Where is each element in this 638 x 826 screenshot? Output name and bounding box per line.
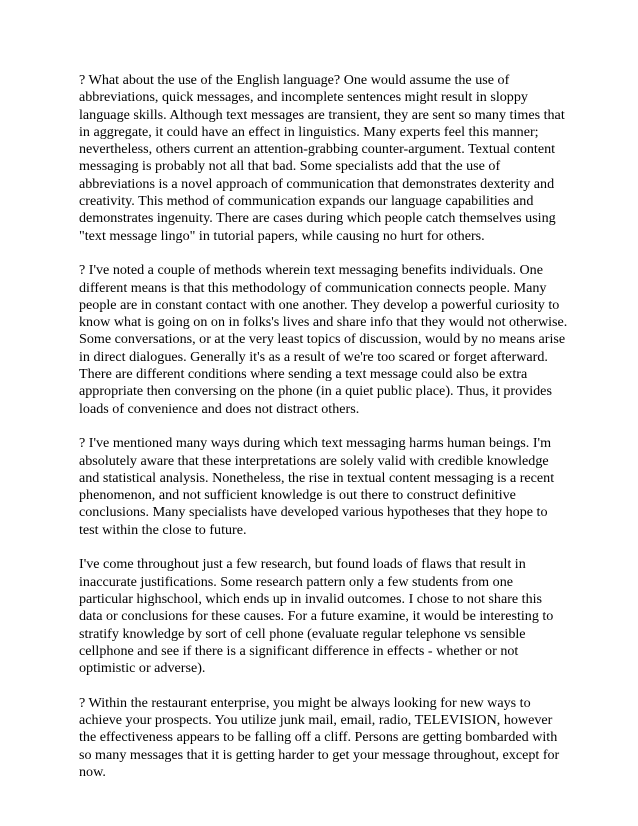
- text-line: messaging is probably not all that bad. Some specialists add that the use of: [79, 158, 501, 175]
- paragraph: [79, 435, 561, 539]
- text-line: There are different conditions where sending a text message could also be extra: [79, 366, 528, 383]
- text-line: in aggregate, it could have an effect in linguistics. Many experts feel this manner;: [79, 123, 539, 140]
- text-line: so many messages that it is getting harder to get your message throughout, except for: [79, 746, 560, 763]
- paragraph: [79, 695, 561, 781]
- text-line: ? I've noted a couple of methods wherein text messaging benefits individuals. One: [79, 262, 543, 279]
- text-line: abbreviations, quick messages, and incomplete sentences might result in sloppy: [79, 89, 528, 106]
- text-line: Some conversations, or at the very least topics of discussion, would by no means arise: [79, 331, 566, 348]
- text-line: loads of convenience and does not distract others.: [79, 400, 360, 417]
- text-line: "text message lingo" in tutorial papers, while causing no hurt for others.: [79, 227, 485, 244]
- text-line: in direct dialogues. Generally it's as a result of we're too scared or forget afterward.: [79, 348, 548, 365]
- text-line: optimistic or adverse).: [79, 660, 206, 677]
- text-line: conclusions. Many specialists have developed various hypotheses that they hope to: [79, 504, 548, 521]
- paragraph: [79, 72, 565, 245]
- text-line: ? Within the restaurant enterprise, you might be always looking for new ways to: [79, 694, 531, 711]
- text-line: different means is that this methodology of communication connects people. Many: [79, 279, 547, 296]
- text-line: language skills. Although text messages are transient, they are sent so many times that: [79, 106, 565, 123]
- text-line: stratify knowledge by sort of cell phone (evaluate regular telephone vs sensible: [79, 625, 526, 642]
- text-line: now.: [79, 763, 106, 780]
- text-line: inaccurate justifications. Some research pattern only a few students from one: [79, 573, 514, 590]
- text-line: demonstrates ingenuity. There are cases during which people catch themselves using: [79, 210, 556, 227]
- text-line: phenomenon, and not sufficient knowledge is out there to construct definitive: [79, 487, 516, 504]
- text-line: data or conclusions for these causes. For a future examine, it would be interesting to: [79, 608, 554, 625]
- text-line: cellphone and see if there is a significant difference in effects - whether or not: [79, 642, 519, 659]
- text-line: abbreviations is a novel approach of communication that demonstrates dexterity and: [79, 175, 555, 192]
- text-line: nevertheless, others current an attention-grabbing counter-argument. Textual content: [79, 141, 556, 158]
- text-line: know what is going on on in folks's lives and share info that they would not otherwise.: [79, 314, 568, 331]
- text-line: test within the close to future.: [79, 521, 247, 538]
- paragraph: [79, 556, 561, 677]
- text-line: appropriate then conversing on the phone (in a quiet public place). Thus, it provides: [79, 383, 552, 400]
- text-line: I've come throughout just a few research, but found loads of flaws that result in: [79, 556, 526, 573]
- text-line: ? I've mentioned many ways during which text messaging harms human beings. I'm: [79, 435, 552, 452]
- paragraph: [79, 262, 568, 418]
- text-line: people are in constant contact with one another. They develop a powerful curiosity to: [79, 296, 560, 313]
- text-line: particular highschool, which ends up in invalid outcomes. I chose to not share this: [79, 590, 543, 607]
- text-line: the effectiveness appears to be falling off a cliff. Persons are getting bombarded with: [79, 729, 558, 746]
- text-line: and statistical analysis. Nonetheless, the rise in textual content messaging is a recent: [79, 469, 555, 486]
- text-line: creativity. This method of communication expands our language capabilities and: [79, 193, 534, 210]
- document-body: [79, 72, 568, 781]
- text-line: achieve your prospects. You utilize junk mail, email, radio, TELEVISION, however: [79, 711, 553, 728]
- text-line: absolutely aware that these interpretations are solely valid with credible knowledge: [79, 452, 549, 469]
- text-line: ? What about the use of the English language? One would assume the use of: [79, 72, 510, 88]
